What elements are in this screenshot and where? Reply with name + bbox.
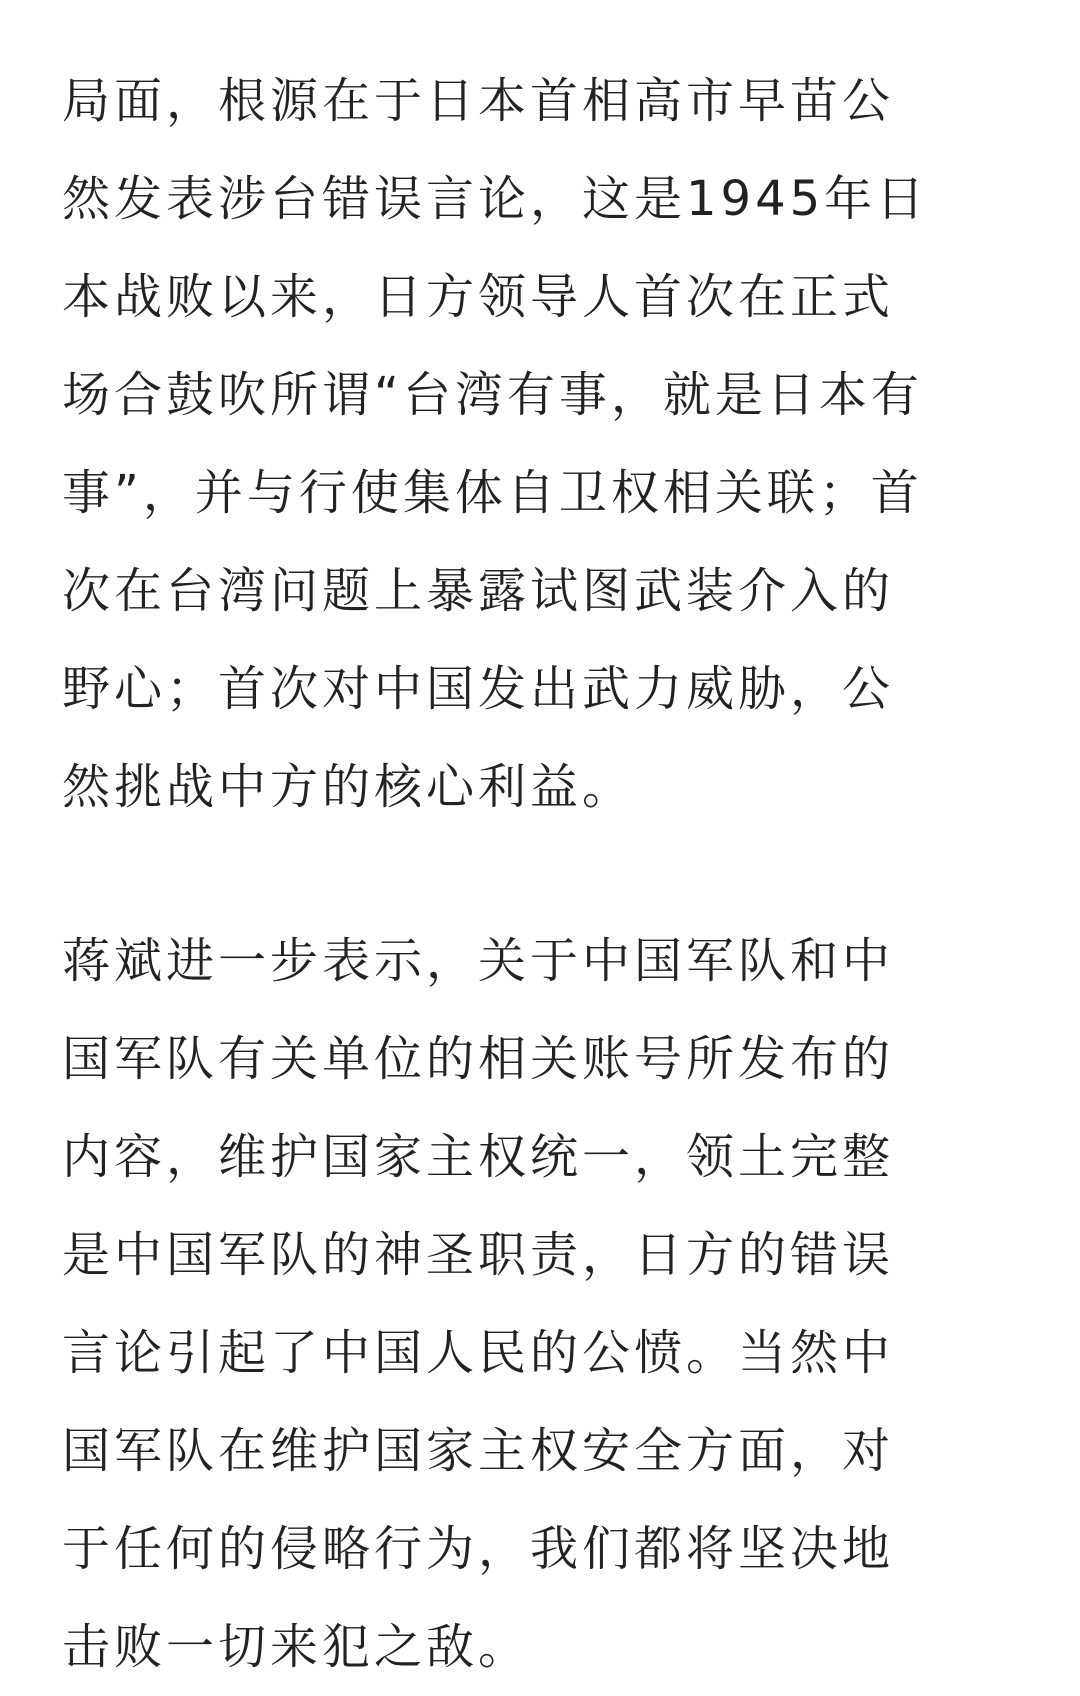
paragraph-line: 击败一切来犯之敌。 [62, 1619, 531, 1675]
paragraph-line: 蒋斌进一步表示，关于中国军队和中 [62, 933, 895, 989]
paragraph-1 [62, 52, 1022, 836]
paragraph-line: 于任何的侵略行为，我们都将坚决地 [62, 1521, 895, 1577]
paragraph-line: 野心；首次对中国发出武力威胁，公 [62, 661, 895, 717]
paragraph-line: 国军队有关单位的相关账号所发布的 [62, 1031, 895, 1087]
paragraph-line: 事”，并与行使集体自卫权相关联；首 [62, 465, 923, 521]
paragraph-line: 是中国军队的神圣职责，日方的错误 [62, 1227, 895, 1283]
paragraph-line: 局面，根源在于日本首相高市早苗公 [62, 73, 895, 129]
paragraph-line: 国军队在维护国家主权安全方面，对 [62, 1423, 895, 1479]
paragraph-line: 然发表涉台错误言论，这是1945年日 [62, 171, 929, 227]
paragraph-2 [62, 912, 1022, 1696]
paragraph-line: 次在台湾问题上暴露试图武装介入的 [62, 563, 895, 619]
paragraph-line: 场合鼓吹所谓“台湾有事，就是日本有 [62, 367, 923, 423]
paragraph-line: 言论引起了中国人民的公愤。当然中 [62, 1325, 895, 1381]
paragraph-line: 内容，维护国家主权统一，领土完整 [62, 1129, 895, 1185]
paragraph-line: 本战败以来，日方领导人首次在正式 [62, 269, 895, 325]
paragraph-line: 然挑战中方的核心利益。 [62, 759, 635, 815]
